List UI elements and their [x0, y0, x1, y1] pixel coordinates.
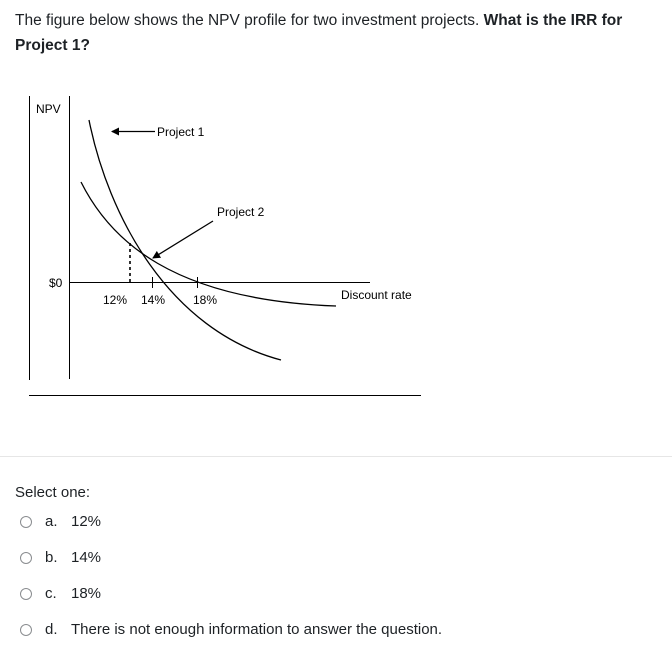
project2-curve [81, 182, 336, 306]
option-b-letter: b. [45, 549, 58, 566]
question-intro: The figure below shows the NPV profile for two investment projects. [15, 12, 484, 29]
option-b-radio[interactable] [20, 552, 32, 564]
select-one-label: Select one: [15, 484, 91, 501]
option-d-radio[interactable] [20, 624, 32, 636]
section-divider [0, 456, 672, 457]
option-c[interactable] [20, 585, 101, 602]
project2-label: Project 2 [217, 205, 265, 219]
option-a-letter: a. [45, 513, 58, 530]
option-a-radio[interactable] [20, 516, 32, 528]
y-axis-label: NPV [36, 102, 61, 116]
option-c-radio[interactable] [20, 588, 32, 600]
project1-curve [89, 120, 281, 360]
project2-arrow [153, 221, 213, 258]
question-bold: What is the IRR for Project 1? [15, 12, 623, 54]
option-c-text: 18% [71, 585, 102, 602]
option-d[interactable] [20, 621, 442, 638]
zero-label: $0 [49, 276, 63, 290]
tick-label-18: 18% [193, 293, 218, 307]
project1-label: Project 1 [157, 125, 205, 139]
option-d-letter: d. [45, 621, 58, 638]
option-b-text: 14% [71, 549, 102, 566]
option-b[interactable] [20, 549, 101, 566]
option-d-text: There is not enough information to answer the question. [71, 621, 443, 638]
option-a[interactable] [20, 513, 101, 530]
tick-label-12: 12% [103, 293, 128, 307]
option-c-letter: c. [45, 585, 57, 602]
x-axis-label: Discount rate [341, 288, 412, 302]
tick-label-14: 14% [141, 293, 166, 307]
option-a-text: 12% [71, 513, 102, 530]
